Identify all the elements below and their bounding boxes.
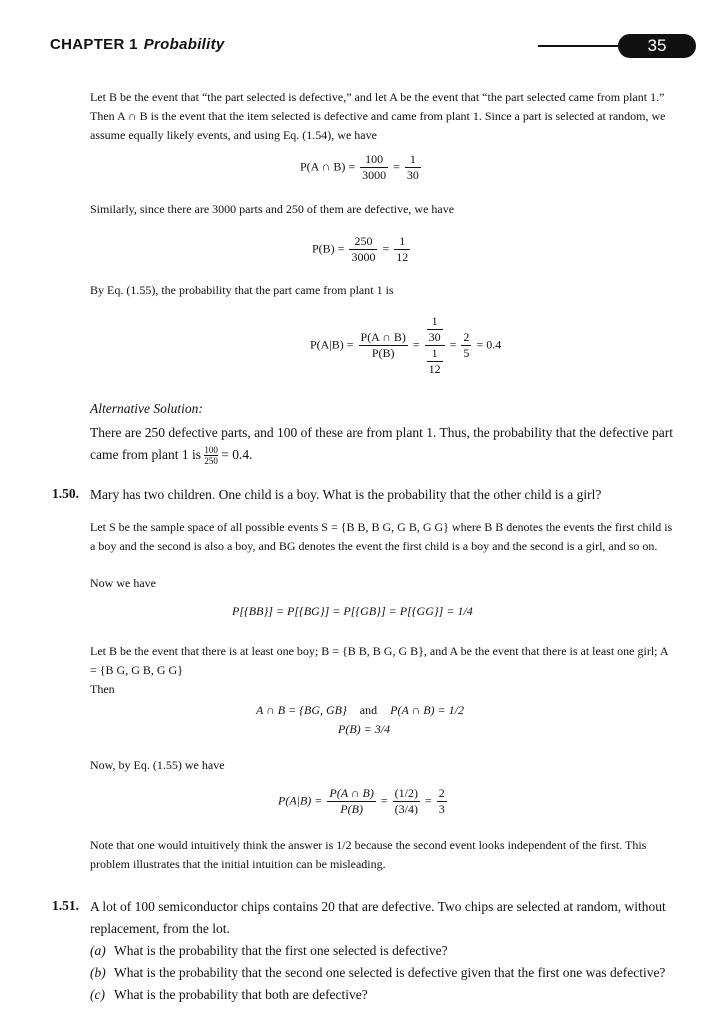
- problem-number: 1.50.: [52, 486, 79, 501]
- header-rule: [538, 45, 622, 47]
- paragraph: Now we have: [90, 576, 156, 590]
- equation-p-b-value: P(B) = 3/4: [338, 722, 391, 736]
- alt-paragraph: There are 250 defective parts, and 100 of these are from plant 1. Thus, the probability that the defective part came from plant 1 is $\frac{100}{250}$ = 0.4.: [90, 425, 674, 467]
- equation-result: P(A|B) = $\frac{P(A \cap B)}{P(B)}$ = $\frac{(1/2)}{(3/4)}$ = $\frac{2}{3}$: [278, 786, 445, 816]
- problem-question: A lot of 100 semiconductor chips contains 20 that are defective. Two chips are selected at random, without replacement, from the lot.: [90, 899, 666, 936]
- equation-p-a-given-b: P(A|B) = $\frac{P(A \cap B)}{P(B)}$ = $\frac{\frac{1}{30}}{\frac{1}{12}}$ = $\frac{2}{5}$ = 0.4: [310, 314, 502, 376]
- problem-number: 1.51.: [52, 898, 79, 913]
- paragraph: Note that one would intuitively think the answer is 1/2 because the second event looks independent of the first. This problem illustrates that the initial intuition can be misleading.: [90, 838, 647, 871]
- list-item: (b) What is the probability that the second one selected is defective given that the first one was defective?: [90, 965, 666, 980]
- paragraph: Let B be the event that there is at least one boy; B = {B B, B G, G B}, and A be the event that there is at least one girl; A = {B G, G B, G G}: [90, 644, 668, 677]
- problem-question: Mary has two children. One child is a boy. What is the probability that the other child is a girl?: [90, 487, 602, 502]
- equation-sample-space: P[{BB}] = P[{BG}] = P[{GB}] = P[{GG}] = 1/4: [232, 604, 473, 618]
- paragraph: Let S be the sample space of all possible events S = {B B, B G, G B, G G} where B B denotes the events the first child is a boy and the second is also a boy, and BG denotes the event the first child is a boy and the second is a girl, and so on.: [90, 520, 673, 553]
- page-number: 35: [618, 34, 696, 58]
- list-item: (c) What is the probability that both are defective?: [90, 987, 368, 1002]
- paragraph: By Eq. (1.55), the probability that the part came from plant 1 is: [90, 283, 394, 297]
- paragraph: Then: [90, 682, 115, 696]
- list-item: (a) What is the probability that the first one selected is defective?: [90, 943, 448, 958]
- page-header: [50, 34, 678, 60]
- equation-p-a-and-b: P(A ∩ B) = $\frac{100}{3000}$ = $\frac{1}{30}$: [300, 152, 419, 182]
- equation-p-b: P(B) = $\frac{250}{3000}$ = $\frac{1}{12}$: [312, 234, 409, 264]
- alt-heading: Alternative Solution:: [90, 401, 203, 416]
- paragraph: Let B be the event that “the part selected is defective,” and let A be the event that “the part selected came from plant 1.” Then A ∩ B is the event that the item selected is defective and came from plant 1. Since a part is selected at random, we assume equally likely events, and using Eq. (1.54), we have: [90, 90, 666, 142]
- paragraph: Similarly, since there are 3000 parts and 250 of them are defective, we have: [90, 202, 455, 216]
- equation-a-and-b: A ∩ B = {BG, GB} and P(A ∩ B) = 1/2: [256, 703, 464, 717]
- paragraph: Now, by Eq. (1.55) we have: [90, 758, 225, 772]
- chapter-title: CHAPTER 1 Probability: [50, 36, 225, 53]
